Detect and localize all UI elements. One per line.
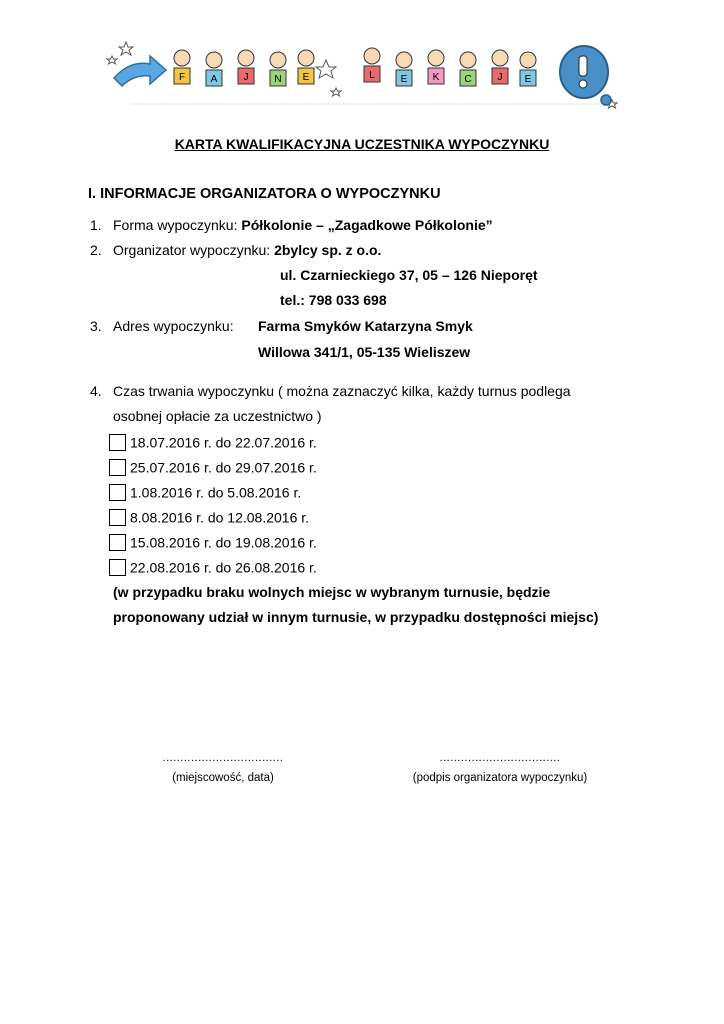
- turnus-option[interactable]: [109, 483, 301, 503]
- turnus-label: 18.07.2016 r. do 22.07.2016 r.: [130, 434, 317, 451]
- signature-left: [148, 752, 298, 784]
- checkbox[interactable]: [109, 459, 126, 476]
- item-4-number: 4.: [90, 383, 102, 399]
- turnus-option[interactable]: [109, 508, 309, 528]
- organizer-phone: tel.: 798 033 698: [280, 292, 387, 308]
- checkbox[interactable]: [109, 509, 126, 526]
- turnus-label: 22.08.2016 r. do 26.08.2016 r.: [130, 559, 317, 576]
- exclamation-bubble-icon: [560, 46, 611, 105]
- section-heading: I. INFORMACJE ORGANIZATORA O WYPOCZYNKU: [88, 186, 441, 202]
- turnus-option[interactable]: [109, 558, 317, 578]
- item-2-line: [113, 242, 381, 258]
- turnus-option[interactable]: [109, 533, 317, 553]
- turnus-label: 15.08.2016 r. do 19.08.2016 r.: [130, 534, 317, 551]
- signature-right: [400, 752, 600, 784]
- item-1-value: Półkolonie – „Zagadkowe Półkolonie”: [241, 217, 493, 233]
- item-1-line: [113, 217, 493, 233]
- arrow-icon: [114, 56, 166, 86]
- venue-name: Farma Smyków Katarzyna Smyk: [258, 318, 473, 334]
- children-figures: [174, 48, 536, 86]
- turnus-option[interactable]: [109, 433, 317, 453]
- item-1-label: Forma wypoczynku:: [113, 217, 238, 233]
- checkbox[interactable]: [109, 534, 126, 551]
- svg-text:A: A: [210, 74, 218, 85]
- turnus-label: 25.07.2016 r. do 29.07.2016 r.: [130, 459, 317, 476]
- item-3-number: 3.: [90, 318, 102, 334]
- signature-line-right[interactable]: ..................................: [439, 752, 561, 764]
- venue-address: Willowa 341/1, 05-135 Wieliszew: [258, 344, 471, 360]
- svg-text:J: J: [243, 72, 249, 83]
- checkbox[interactable]: [109, 434, 126, 451]
- availability-note-line2: proponowany udział w innym turnusie, w przypadku dostępności miejsc): [113, 609, 599, 625]
- form-title: KARTA KWALIFIKACYJNA UCZESTNIKA WYPOCZYNKU: [174, 136, 550, 152]
- svg-text:J: J: [497, 72, 503, 83]
- item-2-label: Organizator wypoczynku:: [113, 242, 271, 258]
- checkbox[interactable]: [109, 484, 126, 501]
- turnus-option[interactable]: [109, 458, 317, 478]
- item-4-label-line2: osobnej opłacie za uczestnictwo ): [113, 408, 322, 424]
- organizer-signature-caption: (podpis organizatora wypoczynku): [412, 772, 588, 784]
- svg-text:E: E: [400, 74, 408, 85]
- item-2-number: 2.: [90, 242, 102, 258]
- turnus-label: 1.08.2016 r. do 5.08.2016 r.: [130, 484, 302, 501]
- svg-text:N: N: [274, 74, 282, 85]
- organizer-address: ul. Czarnieckiego 37, 05 – 126 Nieporęt: [280, 267, 538, 283]
- svg-text:F: F: [178, 72, 186, 83]
- banner-illustration: [100, 38, 620, 118]
- svg-text:C: C: [464, 74, 472, 85]
- place-date-caption: (miejscowość, data): [172, 772, 274, 784]
- item-1-number: 1.: [90, 217, 102, 233]
- item-3-label: Adres wypoczynku:: [113, 318, 234, 334]
- svg-text:K: K: [432, 72, 440, 83]
- checkbox[interactable]: [109, 559, 126, 576]
- svg-text:E: E: [524, 74, 532, 85]
- item-2-value: 2bylcy sp. z o.o.: [274, 242, 382, 258]
- availability-note-line1: (w przypadku braku wolnych miejsc w wybranym turnusie, będzie: [113, 584, 551, 600]
- item-4-label-line1: Czas trwania wypoczynku ( można zaznaczyć kilka, każdy turnus podlega: [113, 383, 571, 399]
- signature-line-left[interactable]: ..................................: [162, 752, 284, 764]
- turnus-label: 8.08.2016 r. do 12.08.2016 r.: [130, 509, 310, 526]
- svg-text:E: E: [302, 72, 310, 83]
- svg-text:L: L: [369, 70, 375, 81]
